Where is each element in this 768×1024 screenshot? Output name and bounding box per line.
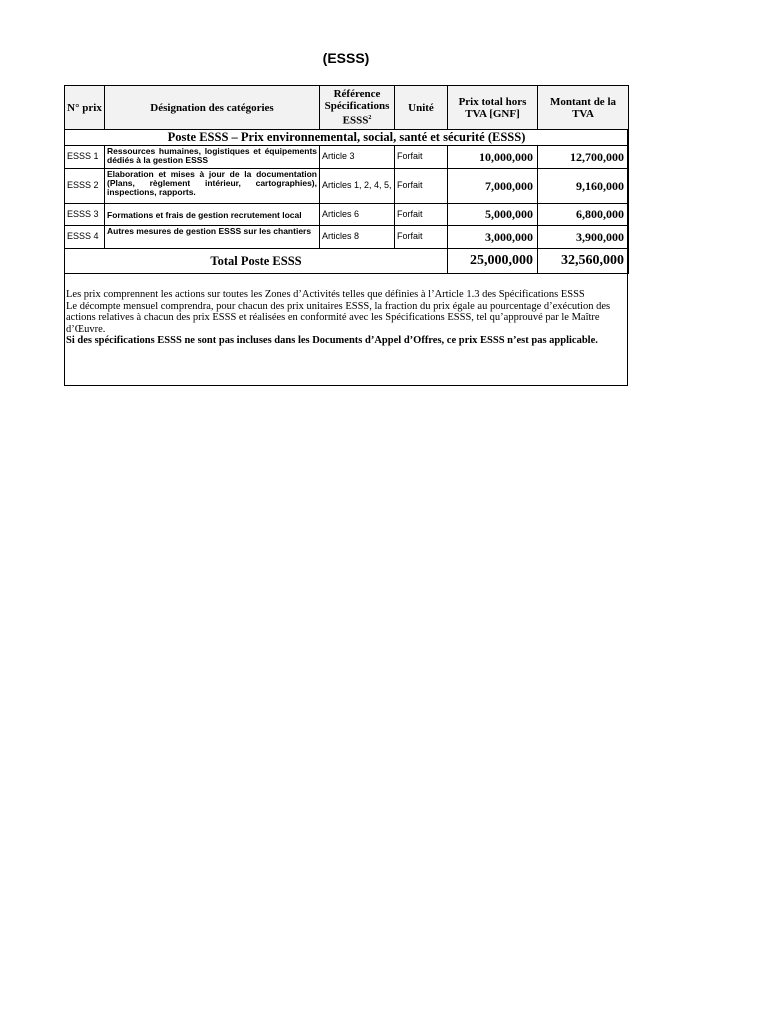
poste-row	[65, 130, 629, 146]
table-row	[65, 146, 629, 169]
table-row	[65, 204, 629, 226]
row-designation: Ressources humaines, logistiques et équipements dédiés à la gestion ESSS	[105, 146, 320, 169]
row-unite: Forfait	[395, 204, 448, 226]
row-number: ESSS 3	[65, 204, 105, 226]
header-unite: Unité	[395, 86, 448, 130]
row-tva: 3,900,000	[538, 226, 629, 249]
total-tva: 32,560,000	[538, 249, 629, 274]
row-reference: Articles 6	[320, 204, 395, 226]
note-warning: Si des spécifications ESSS ne sont pas incluses dans les Documents d’Appel d’Offres, ce prix ESSS n’est pas applicable.	[66, 335, 598, 346]
note-paragraph: Le décompte mensuel comprendra, pour chacun des prix unitaires ESSS, la fraction du prix égale au pourcentage d’exécution des actions relatives à chacun des prix ESSS et réalisées en conformité avec les Spécifications ESSS, tel qu’approuvé par le Maître d’Œuvre.	[66, 300, 611, 335]
row-prix: 7,000,000	[448, 169, 538, 204]
notes-block	[66, 289, 622, 347]
header-prix-total: Prix total hors TVA [GNF]	[448, 86, 538, 130]
row-tva: 9,160,000	[538, 169, 629, 204]
row-reference: Articles 8	[320, 226, 395, 249]
row-prix: 5,000,000	[448, 204, 538, 226]
row-unite: Forfait	[395, 226, 448, 249]
row-unite: Forfait	[395, 169, 448, 204]
header-montant-tva: Montant de la TVA	[538, 86, 629, 130]
row-reference: Articles 1, 2, 4, 5,	[320, 169, 395, 204]
poste-label: Poste ESSS – Prix environnemental, social, santé et sécurité (ESSS)	[65, 130, 629, 146]
page-title: (ESSS)	[322, 50, 370, 66]
note-paragraph: Les prix comprennent les actions sur toutes les Zones d’Activités telles que définies à l’Article 1.3 des Spécifications ESSS	[66, 289, 585, 300]
row-prix: 10,000,000	[448, 146, 538, 169]
row-number: ESSS 2	[65, 169, 105, 204]
total-label: Total Poste ESSS	[65, 249, 448, 274]
total-row	[65, 249, 629, 274]
header-reference	[320, 86, 395, 130]
row-number: ESSS 1	[65, 146, 105, 169]
price-table	[64, 85, 629, 274]
row-designation: Autres mesures de gestion ESSS sur les chantiers	[105, 226, 320, 249]
table-row	[65, 169, 629, 204]
row-number: ESSS 4	[65, 226, 105, 249]
row-tva: 6,800,000	[538, 204, 629, 226]
row-prix: 3,000,000	[448, 226, 538, 249]
header-designation: Désignation des catégories	[105, 86, 320, 130]
total-prix: 25,000,000	[448, 249, 538, 274]
row-unite: Forfait	[395, 146, 448, 169]
row-tva: 12,700,000	[538, 146, 629, 169]
header-row	[65, 86, 629, 130]
row-designation: Elaboration et mises à jour de la documentation (Plans, règlement intérieur, cartographies), inspections, rapports.	[105, 169, 320, 204]
row-reference: Article 3	[320, 146, 395, 169]
row-designation: Formations et frais de gestion recrutement local	[105, 204, 320, 226]
header-reference-footnote: 2	[368, 115, 372, 122]
table-row	[65, 226, 629, 249]
header-no-prix: N° prix	[65, 86, 105, 130]
header-reference-text: Référence Spécifications ESSS	[324, 88, 390, 127]
